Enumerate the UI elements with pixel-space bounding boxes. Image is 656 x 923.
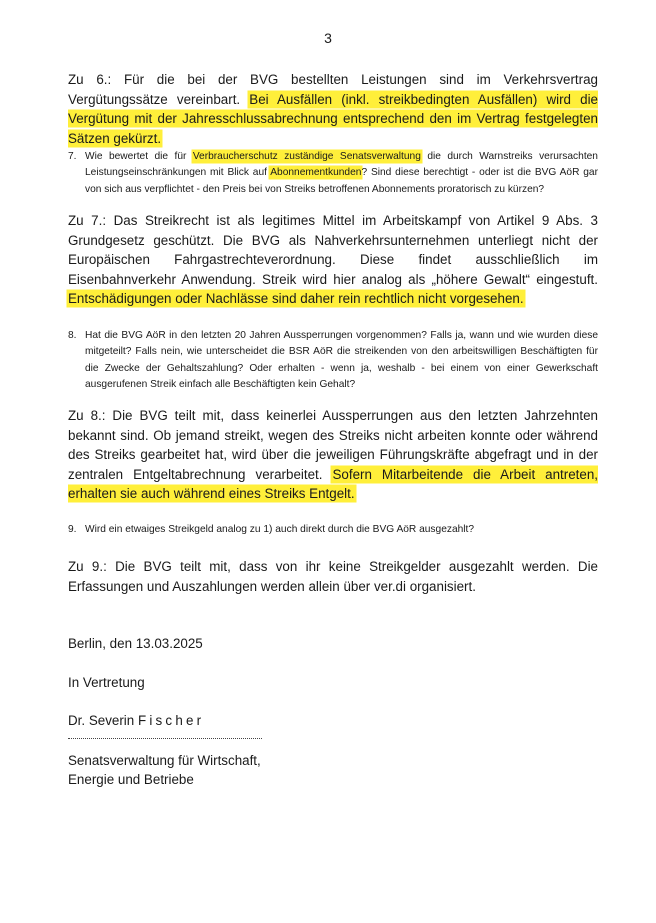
- answer-6-highlight: Bei Ausfällen (inkl. streikbedingten Ausfällen) wird die Vergütung mit der Jahresschlussabrechnung entsprechend den im Vertrag festgelegten Sätzen gekürzt.: [68, 91, 598, 146]
- representation-note: In Vertretung: [68, 675, 145, 690]
- question-8-text: Hat die BVG AöR in den letzten 20 Jahren Aussperrungen vorgenommen? Falls ja, wann und wie wurden diese mitgeteilt? Falls nein, wie unterscheidet die BSR AöR die streikenden von den arbeitswilligen Beschäftigten für die Zwecke der Gehaltszahlung? Oder erhalten - wenn ja, weshalb - bei einem von einer Gewerkschaft ausgerufenen Streik einfach alle Beschäftigten kein Gehalt?: [85, 330, 598, 391]
- question-8-number: 8.: [68, 330, 77, 341]
- signer-first-name: Dr. Severin: [68, 713, 138, 728]
- department-line-2: Energie und Betriebe: [68, 772, 194, 787]
- department-line-1: Senatsverwaltung für Wirtschaft,: [68, 753, 261, 768]
- department: [68, 751, 598, 789]
- question-7-text-b: die durch Warnstreiks verursachten Leistungseinschränkungen mit Blick auf: [85, 151, 598, 179]
- answer-7-highlight: Entschädigungen oder Nachlässe sind daher rein rechtlich nicht vorgesehen.: [68, 291, 524, 307]
- signature-line: [68, 738, 262, 739]
- question-7-text-a: Wie bewertet die für: [85, 151, 193, 162]
- answer-8-text: Zu 8.: Die BVG teilt mit, dass keinerlei Aussperrungen aus den letzten Jahrzehnten bekannt sind. Ob jemand streikt, wegen des Streiks nicht arbeiten konnte oder während des Streiks gearbeitet hat, wird über die jeweiligen Führungskräfte abgefragt und in der zentralen Entgeltabrechnung verarbeitet.: [68, 408, 598, 482]
- question-7-highlight-a: Verbraucherschutz zuständige Senatsverwaltung: [192, 151, 421, 162]
- question-8: [68, 328, 598, 394]
- answer-8-highlight: Sofern Mitarbeitende die Arbeit antreten, erhalten sie auch während eines Streiks Entgelt.: [68, 466, 599, 502]
- answer-8: [68, 406, 598, 504]
- signer-name: [68, 711, 598, 730]
- page-number: 3: [324, 30, 332, 46]
- answer-7: [68, 211, 598, 309]
- answer-7-text: Zu 7.: Das Streikrecht ist als legitimes Mittel im Arbeitskampf von Artikel 9 Abs. 3 Grundgesetz geschützt. Die BVG als Nahverkehrsunternehmen unterliegt nicht der Europäischen Fahrgastrechteverordnung. Diese findet ausschließlich im Eisenbahnverkehr Anwendung. Streik wird hier analog als „höhere Gewalt“ eingestuft.: [68, 213, 598, 287]
- answer-9: [68, 557, 598, 596]
- question-7-text-c: ? Sind diese berechtigt - oder ist die BVG AöR gar von sich aus verpflichtet - den Preis bei von Streiks betroffenen Abonnements proratorisch zu kürzen?: [85, 167, 598, 195]
- question-7: [68, 149, 598, 198]
- question-9-text: Wird ein etwaiges Streikgeld analog zu 1) auch direkt durch die BVG AöR ausgezahlt?: [85, 524, 475, 535]
- question-7-number: 7.: [68, 151, 77, 162]
- question-7-highlight-b: Abonnementkunden: [270, 167, 362, 179]
- place-date: Berlin, den 13.03.2025: [68, 636, 203, 651]
- question-9-number: 9.: [68, 524, 77, 535]
- question-7-text: [85, 149, 598, 198]
- answer-6-text: Zu 6.: Für die bei der BVG bestellten Leistungen sind im Verkehrsvertrag Vergütungssätze vereinbart.: [68, 72, 598, 107]
- signer-last-name: Fischer: [137, 713, 205, 728]
- answer-9-text: Zu 9.: Die BVG teilt mit, dass von ihr keine Streikgelder ausgezahlt werden. Die Erfassungen und Auszahlungen werden allein über ver.di organisiert.: [68, 559, 598, 594]
- question-9: [68, 522, 598, 538]
- answer-6: [68, 70, 598, 148]
